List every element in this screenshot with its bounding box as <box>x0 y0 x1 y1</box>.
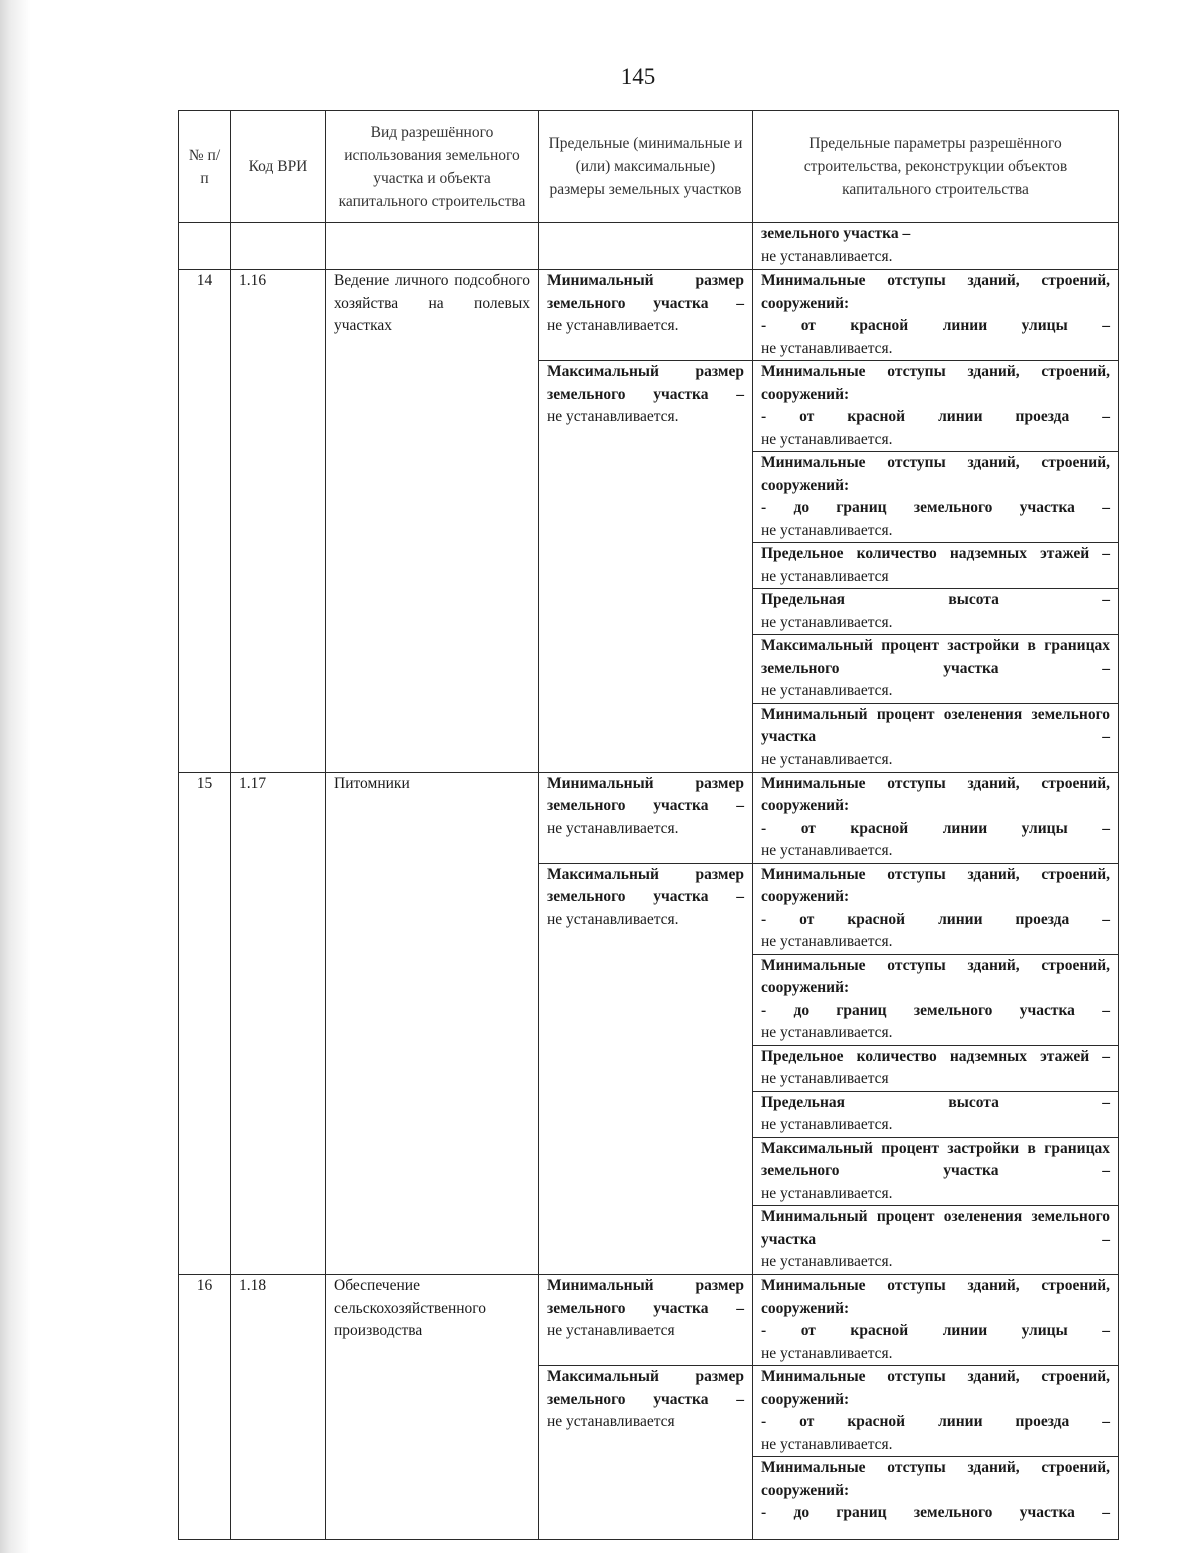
scan-edge-shadow <box>0 0 30 1553</box>
param-cell <box>753 543 1119 589</box>
param-value: не устанавливается. <box>761 430 893 448</box>
regulations-table <box>178 110 1119 1540</box>
min-size-value: не устанавливается. <box>547 819 679 837</box>
permitted-use: Питомники <box>334 774 410 792</box>
continuation-vid-cell <box>326 223 539 270</box>
header-num: № п/п <box>179 111 231 223</box>
row-number: 14 <box>179 270 231 773</box>
permitted-use: Ведение личного подсобного хозяйства на полевых участках <box>334 272 530 334</box>
param-title: Минимальные отступы зданий, строений, сооружений: <box>761 272 1110 312</box>
param-cell <box>753 270 1119 361</box>
min-size-cell <box>539 270 753 361</box>
param-value: не устанавливается. <box>761 1344 893 1362</box>
param-value: не устанавливается. <box>761 933 893 950</box>
param-cell <box>753 772 1119 863</box>
table-row <box>179 1275 1119 1366</box>
param-cell <box>753 589 1119 635</box>
param-value: не устанавливается. <box>761 339 893 357</box>
param-title: Предельное количество надземных этажей – <box>761 1047 1110 1065</box>
vri-code: 1.16 <box>231 270 326 773</box>
param-line: - от красной линии проезда – <box>761 910 1110 928</box>
param-line: - от красной линии улицы – <box>761 1322 1110 1339</box>
param-value: не устанавливается. <box>761 1116 893 1133</box>
param-line: - от красной линии проезда – <box>761 408 1110 425</box>
min-size-title: Минимальный размер земельного участка – <box>547 272 744 312</box>
param-cell <box>753 635 1119 704</box>
param-value: не устанавливается. <box>761 613 893 631</box>
param-title: Минимальные отступы зданий, строений, сооружений: <box>761 956 1110 996</box>
max-size-title: Максимальный размер земельного участка – <box>547 1368 744 1408</box>
param-value: не устанавливается. <box>761 750 893 768</box>
max-size-value: не устанавливается. <box>547 408 679 425</box>
param-line: - до границ земельного участка – <box>761 499 1110 516</box>
table-row <box>179 772 1119 863</box>
max-size-cell <box>539 361 753 773</box>
param-cell <box>753 1366 1119 1457</box>
param-value: не устанавливается. <box>761 521 893 539</box>
min-size-cell <box>539 1275 753 1366</box>
param-cell <box>753 452 1119 543</box>
param-title: Минимальные отступы зданий, строений, сооружений: <box>761 363 1110 403</box>
header-params: Предельные параметры разрешённого строительства, реконструкции объектов капитального строительства <box>753 111 1119 223</box>
param-line: - до границ земельного участка – <box>761 1001 1110 1019</box>
min-size-title: Минимальный размер земельного участка – <box>547 1277 744 1317</box>
param-title: Максимальный процент застройки в границах земельного участка – <box>761 1139 1110 1179</box>
table-row <box>179 270 1119 361</box>
permitted-use: Обеспечение сельскохозяйственного производства <box>334 1277 487 1339</box>
param-title: Минимальные отступы зданий, строений, сооружений: <box>761 774 1110 814</box>
param-value: не устанавливается. <box>761 1253 893 1270</box>
header-row <box>179 111 1119 223</box>
min-size-title: Минимальный размер земельного участка – <box>547 774 744 814</box>
param-title: Минимальные отступы зданий, строений, сооружений: <box>761 454 1110 494</box>
continuation-size-cell <box>539 223 753 270</box>
param-cell <box>753 1137 1119 1206</box>
param-line: - от красной линии улицы – <box>761 317 1110 334</box>
header-sizes: Предельные (минимальные и (или) максимальные) размеры земельных участков <box>539 111 753 223</box>
param-value: не устанавливается. <box>761 1024 893 1041</box>
param-line: - от красной линии улицы – <box>761 819 1110 837</box>
continuation-code-cell <box>231 223 326 270</box>
permitted-use-cell <box>326 1275 539 1540</box>
param-title: Предельная высота – <box>761 591 1110 608</box>
max-size-cell <box>539 1366 753 1540</box>
param-value: не устанавливается. <box>761 842 893 859</box>
param-title: Предельное количество надземных этажей – <box>761 545 1110 562</box>
param-cell <box>753 361 1119 452</box>
page-number: 145 <box>620 64 656 89</box>
param-cell <box>753 1275 1119 1366</box>
max-size-value: не устанавливается. <box>547 910 679 928</box>
row-number: 15 <box>179 772 231 1275</box>
param-title: Минимальный процент озеленения земельного участка – <box>761 1208 1110 1248</box>
header-code: Код ВРИ <box>231 111 326 223</box>
param-cell <box>753 1045 1119 1091</box>
param-line: - от красной линии проезда – <box>761 1413 1110 1430</box>
max-size-cell <box>539 863 753 1275</box>
param-title: Минимальные отступы зданий, строений, сооружений: <box>761 1368 1110 1408</box>
param-cell <box>753 1091 1119 1137</box>
param-cell <box>753 863 1119 954</box>
param-cell <box>753 703 1119 772</box>
continuation-param-line: земельного участка – <box>761 225 911 242</box>
permitted-use-cell <box>326 270 539 773</box>
continuation-num-cell <box>179 223 231 270</box>
param-title: Минимальный процент озеленения земельного участка – <box>761 705 1110 745</box>
param-line: - до границ земельного участка – <box>761 1504 1110 1521</box>
param-cell <box>753 1206 1119 1275</box>
min-size-cell <box>539 772 753 863</box>
continuation-param-cell <box>753 223 1119 270</box>
param-value: не устанавливается <box>761 567 889 585</box>
continuation-row <box>179 223 1119 270</box>
permitted-use-cell <box>326 772 539 1275</box>
param-title: Максимальный процент застройки в границах земельного участка – <box>761 637 1110 677</box>
param-title: Минимальные отступы зданий, строений, сооружений: <box>761 1459 1110 1499</box>
continuation-param-value: не устанавливается. <box>761 247 893 265</box>
row-number: 16 <box>179 1275 231 1540</box>
vri-code: 1.17 <box>231 772 326 1275</box>
header-vid: Вид разрешённого использования земельного участка и объекта капитального строительства <box>326 111 539 223</box>
max-size-value: не устанавливается <box>547 1413 675 1430</box>
param-title: Минимальные отступы зданий, строений, сооружений: <box>761 865 1110 905</box>
param-title: Минимальные отступы зданий, строений, сооружений: <box>761 1277 1110 1317</box>
max-size-title: Максимальный размер земельного участка – <box>547 865 744 905</box>
min-size-value: не устанавливается <box>547 1322 675 1339</box>
param-value: не устанавливается. <box>761 682 893 699</box>
max-size-title: Максимальный размер земельного участка – <box>547 363 744 403</box>
param-cell <box>753 1457 1119 1540</box>
param-title: Предельная высота – <box>761 1093 1110 1111</box>
min-size-value: не устанавливается. <box>547 317 679 334</box>
param-value: не устанавливается. <box>761 1184 893 1202</box>
vri-code: 1.18 <box>231 1275 326 1540</box>
param-cell <box>753 954 1119 1045</box>
param-value: не устанавливается <box>761 1070 889 1087</box>
param-value: не устанавливается. <box>761 1435 893 1453</box>
